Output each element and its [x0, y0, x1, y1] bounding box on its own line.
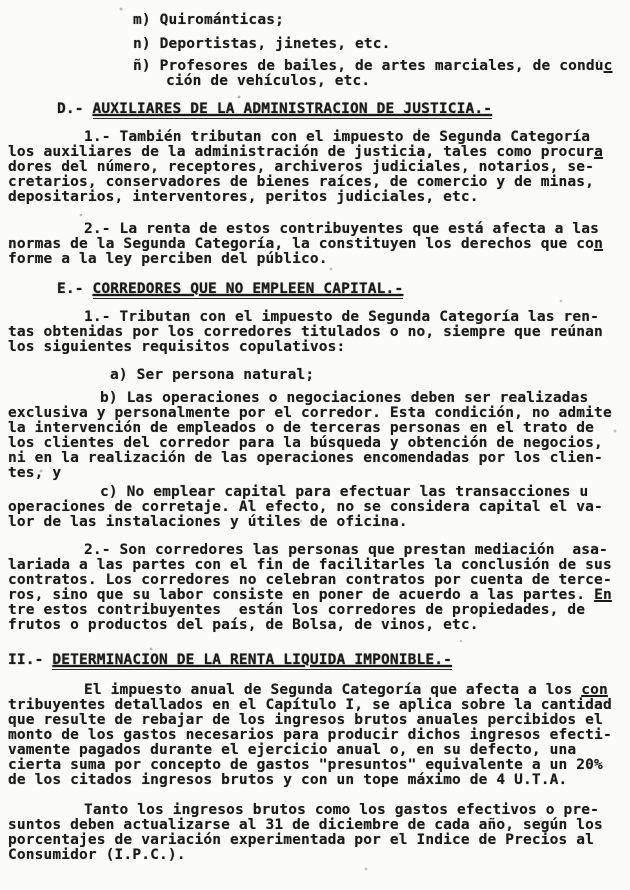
- text-run: la intervención de empleados o de terceras personas en el trato de: [8, 420, 595, 436]
- continuation-underline: n: [594, 236, 603, 252]
- continuation-underline: En: [594, 587, 612, 603]
- text-line: [8, 500, 622, 515]
- text-line: [8, 130, 622, 145]
- heading-prefix: D.-: [57, 101, 93, 117]
- text-line: [8, 421, 622, 436]
- text-run: los auxiliares de la administración de justicia, tales como procur: [8, 144, 595, 160]
- text-line: [8, 37, 622, 52]
- text-line: [8, 803, 622, 818]
- text-line: [8, 713, 622, 728]
- text-run: Consumidor (I.P.C.).: [8, 847, 186, 863]
- section-heading: [8, 653, 622, 668]
- text-run: Tanto los ingresos brutos como los gastos efectivos o pre-: [84, 802, 600, 818]
- text-run: depositarios, interventores, peritos judiciales, etc.: [8, 189, 479, 205]
- text-run: ros, sino que su labor consiste en poner de acuerdo a las partes.: [8, 587, 595, 603]
- text-line: [8, 160, 622, 175]
- text-line: [8, 74, 622, 89]
- list-item: [8, 37, 622, 52]
- text-run: El impuesto anual de Segunda Categoría que afecta a los: [84, 682, 582, 698]
- section-heading: [8, 102, 622, 117]
- text-run: normas de la Segunda Categoría, la constituyen los derechos que co: [8, 236, 595, 252]
- list-item: [8, 13, 622, 28]
- heading-title: AUXILIARES DE LA ADMINISTRACION DE JUSTICIA.-: [92, 101, 493, 117]
- text-run: tas obtenidas por los corredores titulados o no, siempre que reúnan: [8, 324, 603, 340]
- paragraph: [8, 391, 622, 481]
- paragraph: [8, 222, 622, 267]
- text-line: [8, 543, 622, 558]
- text-line: [8, 310, 622, 325]
- text-run: que resulte de rebajar de los ingresos brutos anuales percibidos el: [8, 712, 603, 728]
- paragraph: [8, 310, 622, 355]
- text-line: [8, 833, 622, 848]
- text-run: ni en la realización de las operaciones encomendadas por los clien-: [8, 450, 603, 466]
- text-run: lariada a las partes con el fin de facilitarles la conclusión de sus: [8, 557, 612, 573]
- text-line: [8, 340, 622, 355]
- text-run: n) Deportistas, jinetes, etc.: [133, 36, 391, 52]
- text-line: [8, 485, 622, 500]
- paragraph: [8, 130, 622, 205]
- text-run: operaciones de corretaje. Al efecto, no se considera capital el va-: [8, 499, 603, 515]
- heading-prefix: II.-: [8, 652, 53, 668]
- text-line: [8, 743, 622, 758]
- continuation-underline: con: [581, 682, 608, 698]
- text-run: 2.- Son corredores las personas que prestan mediación asa-: [84, 542, 608, 558]
- heading-line: [8, 282, 622, 297]
- paragraph: [8, 543, 622, 633]
- text-line: [8, 558, 622, 573]
- text-run: m) Quirománticas;: [133, 12, 284, 28]
- text-run: 1.- También tributan con el impuesto de Segunda Categoría: [84, 129, 591, 145]
- text-run: b) Las operaciones o negociaciones deben ser realizadas: [100, 390, 589, 406]
- text-line: [8, 175, 622, 190]
- text-run: cretarios, conservadores de bienes raíces, de comercio y de minas,: [8, 174, 595, 190]
- text-run: suntos deben actualizarse al 31 de diciembre de cada año, según los: [8, 817, 603, 833]
- text-run: a) Ser persona natural;: [110, 367, 315, 383]
- text-run: de los citados ingresos brutos y con un tope máximo de 4 U.T.A.: [8, 772, 568, 788]
- text-run: tribuyentes detallados en el Capítulo I, se aplica sobre la cantidad: [8, 697, 612, 713]
- heading-prefix: E.-: [57, 281, 93, 297]
- paragraph: [8, 368, 622, 383]
- text-line: [8, 818, 622, 833]
- text-line: [8, 325, 622, 340]
- text-line: [8, 406, 622, 421]
- text-line: [8, 222, 622, 237]
- text-line: [8, 190, 622, 205]
- text-line: [8, 145, 622, 160]
- text-run: contratos. Los corredores no celebran contratos por cuenta de terce-: [8, 572, 612, 588]
- heading-line: [8, 102, 622, 117]
- text-run: c) No emplear capital para efectuar las transacciones u: [100, 484, 589, 500]
- text-run: tre estos contribuyentes están los corredores de propiedades, de: [8, 602, 586, 618]
- continuation-underline: c: [603, 58, 613, 74]
- text-run: forme a la ley perciben del público.: [8, 251, 328, 267]
- list-item: [8, 59, 622, 89]
- text-run: frutos o productos del país, de Bolsa, de vinos, etc.: [8, 617, 479, 633]
- text-run: tes, y: [8, 465, 62, 481]
- text-line: [8, 391, 622, 406]
- text-line: [8, 252, 622, 267]
- text-line: [8, 515, 622, 530]
- heading-title: CORREDORES QUE NO EMPLEEN CAPITAL.-: [92, 281, 404, 297]
- text-line: [8, 773, 622, 788]
- heading-title: DETERMINACION DE LA RENTA LIQUIDA IMPONIBLE.-: [52, 652, 452, 668]
- text-run: porcentajes de variación experimentada por el Indice de Precios al: [8, 832, 595, 848]
- paragraph: [8, 485, 622, 530]
- text-run: vamente pagados durante el ejercicio anual o, en su defecto, una: [8, 742, 577, 758]
- text-line: [8, 451, 622, 466]
- text-line: [8, 603, 622, 618]
- text-line: [8, 683, 622, 698]
- text-line: [8, 466, 622, 481]
- text-line: [8, 59, 622, 74]
- text-run: los clientes del corredor para la búsqueda y obtención de negocios,: [8, 435, 603, 451]
- text-line: [8, 728, 622, 743]
- paragraph: [8, 683, 622, 788]
- text-line: [8, 698, 622, 713]
- text-line: [8, 237, 622, 252]
- text-run: cierta suma por concepto de gastos "presuntos" equivalente a un 20%: [8, 757, 603, 773]
- text-run: 1.- Tributan con el impuesto de Segunda Categoría las ren-: [84, 309, 600, 325]
- text-line: [8, 848, 622, 863]
- text-run: monto de los gastos necesarios para producir dichos ingresos efecti-: [8, 727, 612, 743]
- continuation-underline: a: [594, 144, 603, 160]
- text-line: [8, 573, 622, 588]
- text-line: [8, 618, 622, 633]
- text-line: [8, 436, 622, 451]
- text-line: [8, 588, 622, 603]
- text-run: lor de las instalaciones y útiles de oficina.: [8, 514, 408, 530]
- text-line: [8, 368, 622, 383]
- text-run: dores del número, receptores, archiveros judiciales, notarios, se-: [8, 159, 595, 175]
- paragraph: [8, 803, 622, 863]
- text-run: ñ) Profesores de bailes, de artes marciales, de condu: [133, 58, 604, 74]
- section-heading: [8, 282, 622, 297]
- text-run: exclusiva y personalmente por el corredor. Esta condición, no admite: [8, 405, 612, 421]
- text-line: [8, 13, 622, 28]
- text-run: ción de vehículos, etc.: [166, 73, 371, 89]
- text-line: [8, 758, 622, 773]
- text-run: los siguientes requisitos copulativos:: [8, 339, 346, 355]
- text-run: 2.- La renta de estos contribuyentes que está afecta a las: [84, 221, 600, 237]
- heading-line: [8, 653, 622, 668]
